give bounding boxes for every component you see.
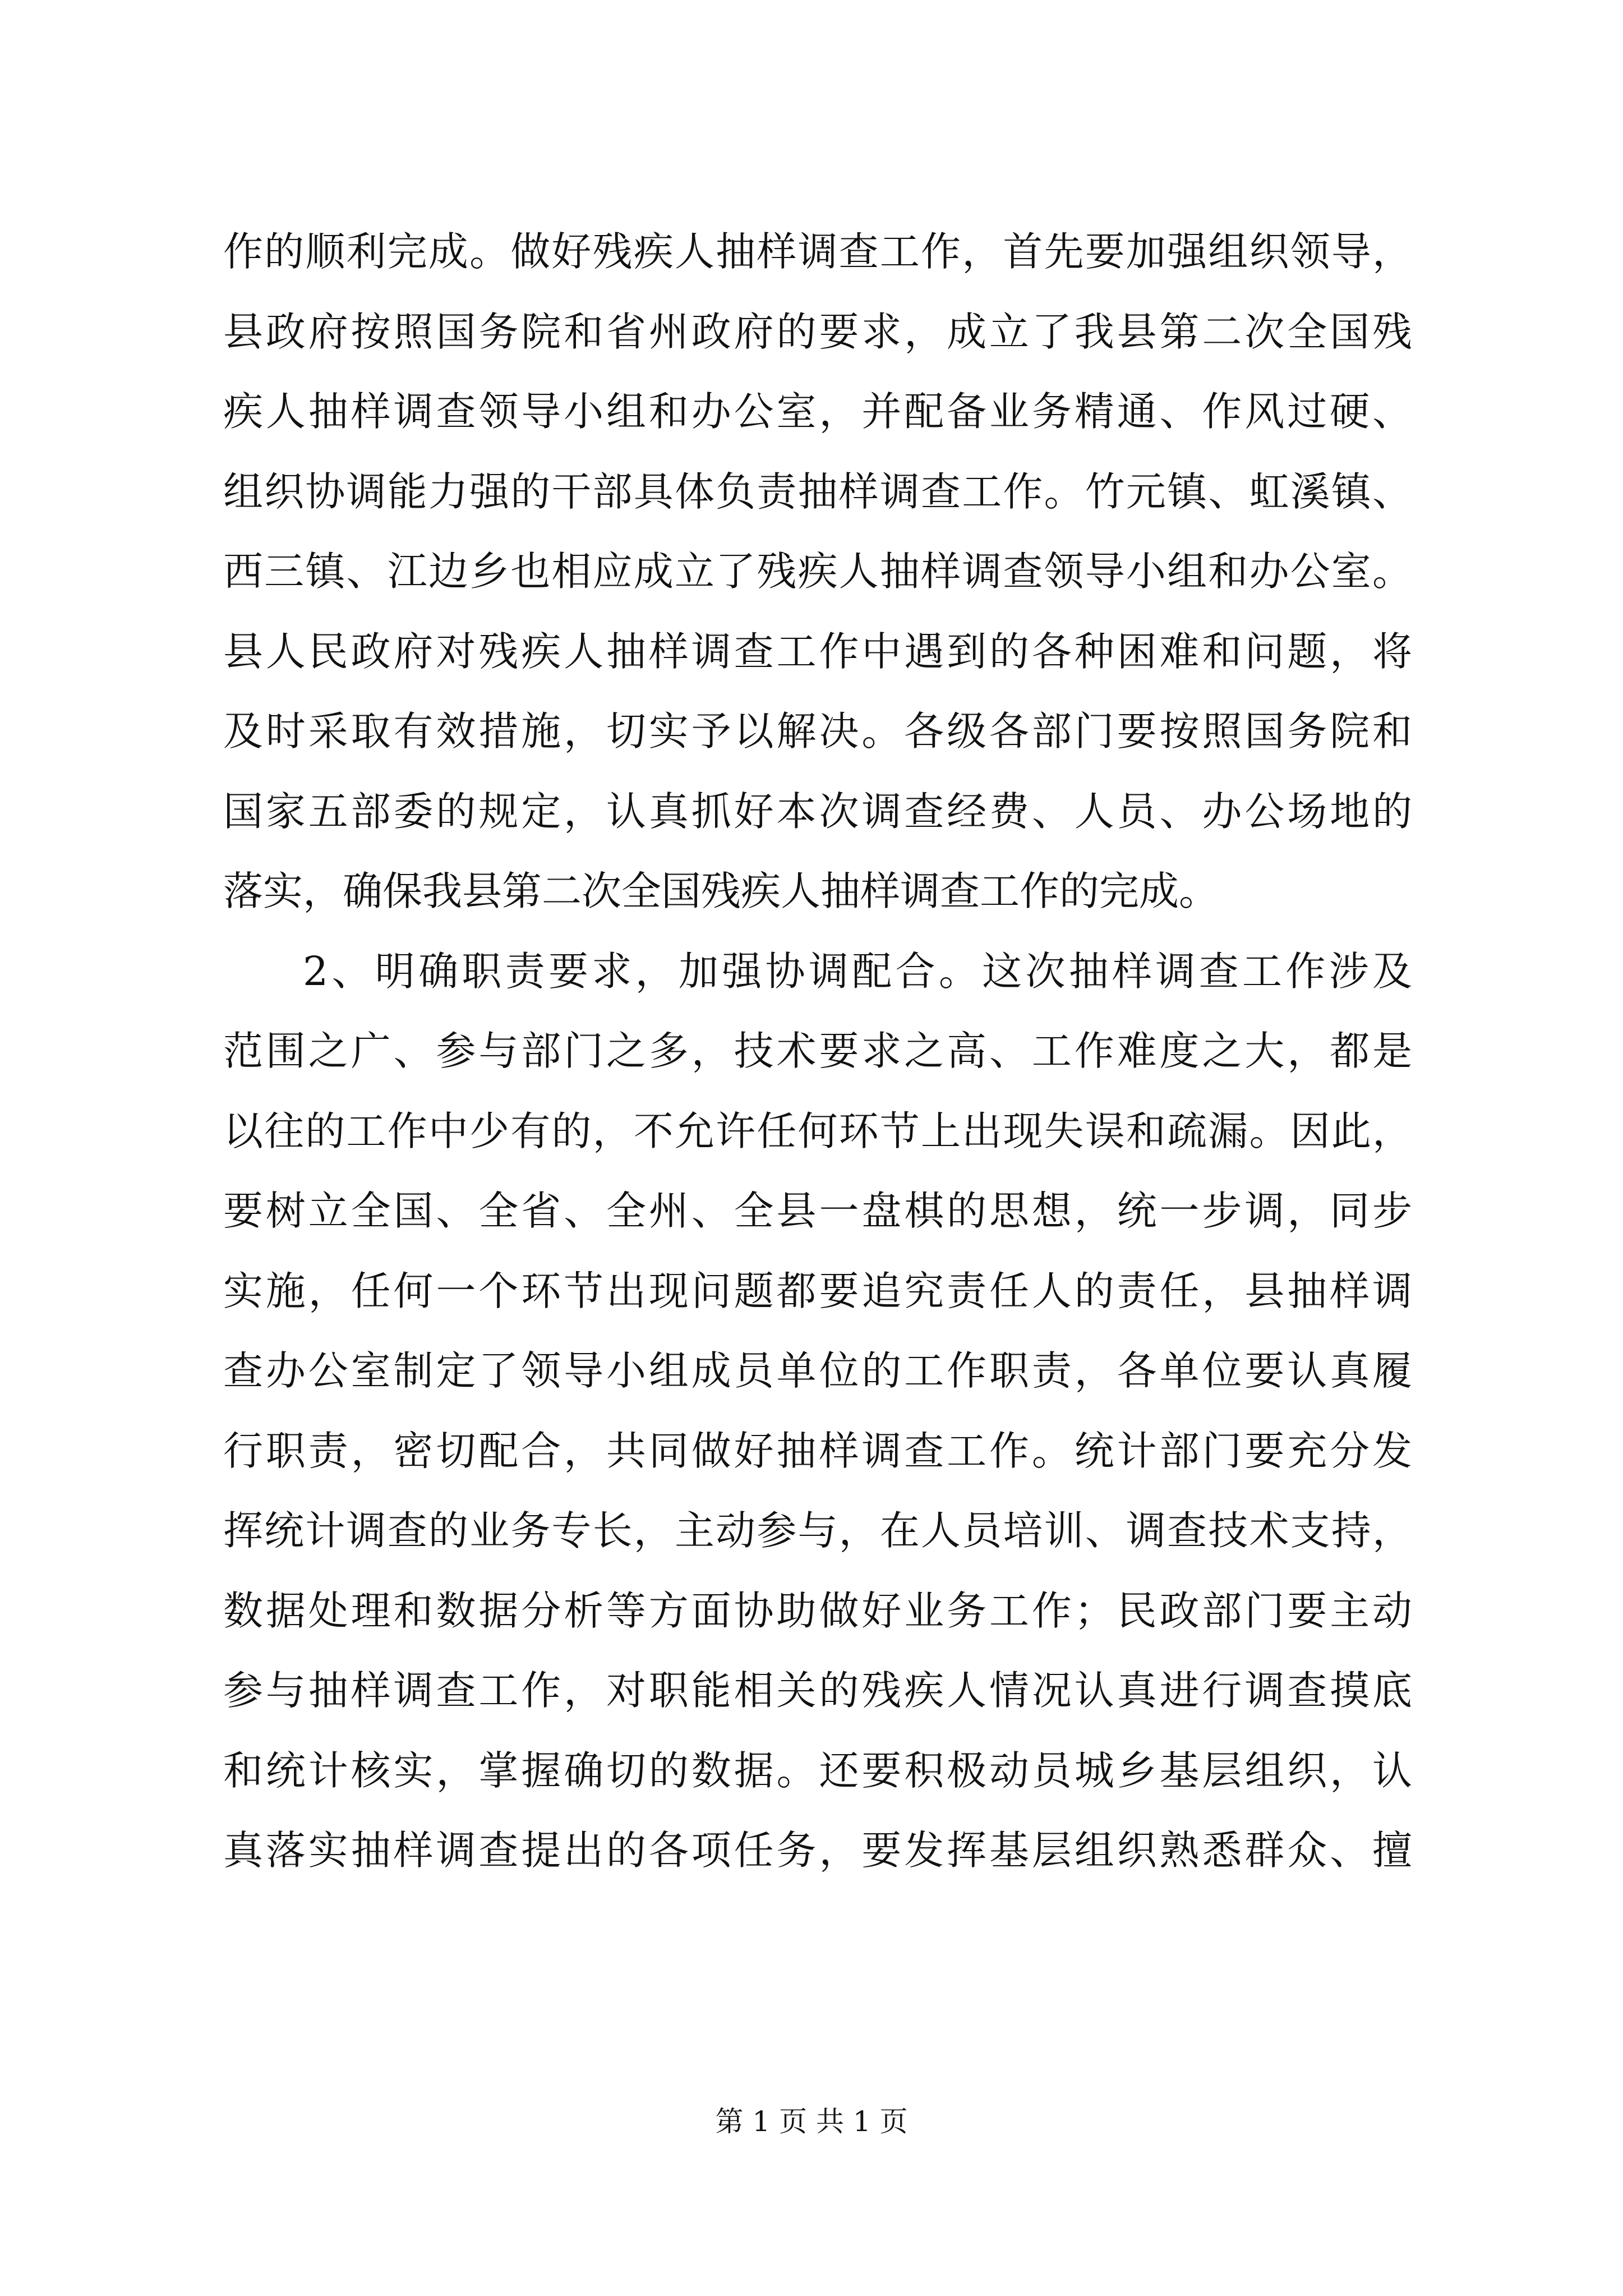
text-line: 县人民政府对残疾人抽样调查工作中遇到的各种困难和问题，将: [223, 628, 1412, 675]
text-line: 西三镇、江边乡也相应成立了残疾人抽样调查领导小组和办公室。: [223, 548, 1412, 595]
text-line: 组织协调能力强的干部具体负责抽样调查工作。竹元镇、虹溪镇、: [223, 468, 1412, 515]
text-line: 疾人抽样调查领导小组和办公室，并配备业务精通、作风过硬、: [223, 388, 1412, 435]
text-line: 真落实抽样调查提出的各项任务，要发挥基层组织熟悉群众、擅: [223, 1827, 1412, 1874]
text-line: 数据处理和数据分析等方面协助做好业务工作；民政部门要主动: [223, 1587, 1412, 1634]
text-line: 范围之广、参与部门之多，技术要求之高、工作难度之大，都是: [223, 1028, 1412, 1074]
text-line: 和统计核实，掌握确切的数据。还要积极动员城乡基层组织，认: [223, 1747, 1412, 1794]
text-line: 县政府按照国务院和省州政府的要求，成立了我县第二次全国残: [223, 308, 1412, 355]
text-line: 落实，确保我县第二次全国残疾人抽样调查工作的完成。: [223, 868, 1219, 914]
text-line: 查办公室制定了领导小组成员单位的工作职责，各单位要认真履: [223, 1347, 1412, 1394]
text-line: 实施，任何一个环节出现问题都要追究责任人的责任，县抽样调: [223, 1267, 1412, 1314]
page-number-footer: 第 1 页 共 1 页: [715, 2105, 908, 2138]
text-line: 作的顺利完成。做好残疾人抽样调查工作，首先要加强组织领导，: [223, 228, 1412, 275]
text-line: 及时采取有效措施，切实予以解决。各级各部门要按照国务院和: [223, 708, 1412, 754]
paragraph-first-line: 2、明确职责要求，加强协调配合。这次抽样调查工作涉及: [303, 947, 1412, 995]
text-line: 参与抽样调查工作，对职能相关的残疾人情况认真进行调查摸底: [223, 1667, 1412, 1714]
text-line: 以往的工作中少有的，不允许任何环节上出现失误和疏漏。因此，: [223, 1107, 1412, 1154]
text-line: 挥统计调查的业务专长，主动参与，在人员培训、调查技术支持，: [223, 1507, 1412, 1554]
text-line: 国家五部委的规定，认真抓好本次调查经费、人员、办公场地的: [223, 788, 1412, 835]
body-text: [223, 212, 1412, 1891]
text-line: 行职责，密切配合，共同做好抽样调查工作。统计部门要充分发: [223, 1427, 1412, 1474]
text-line: 要树立全国、全省、全州、全县一盘棋的思想，统一步调，同步: [223, 1188, 1412, 1234]
